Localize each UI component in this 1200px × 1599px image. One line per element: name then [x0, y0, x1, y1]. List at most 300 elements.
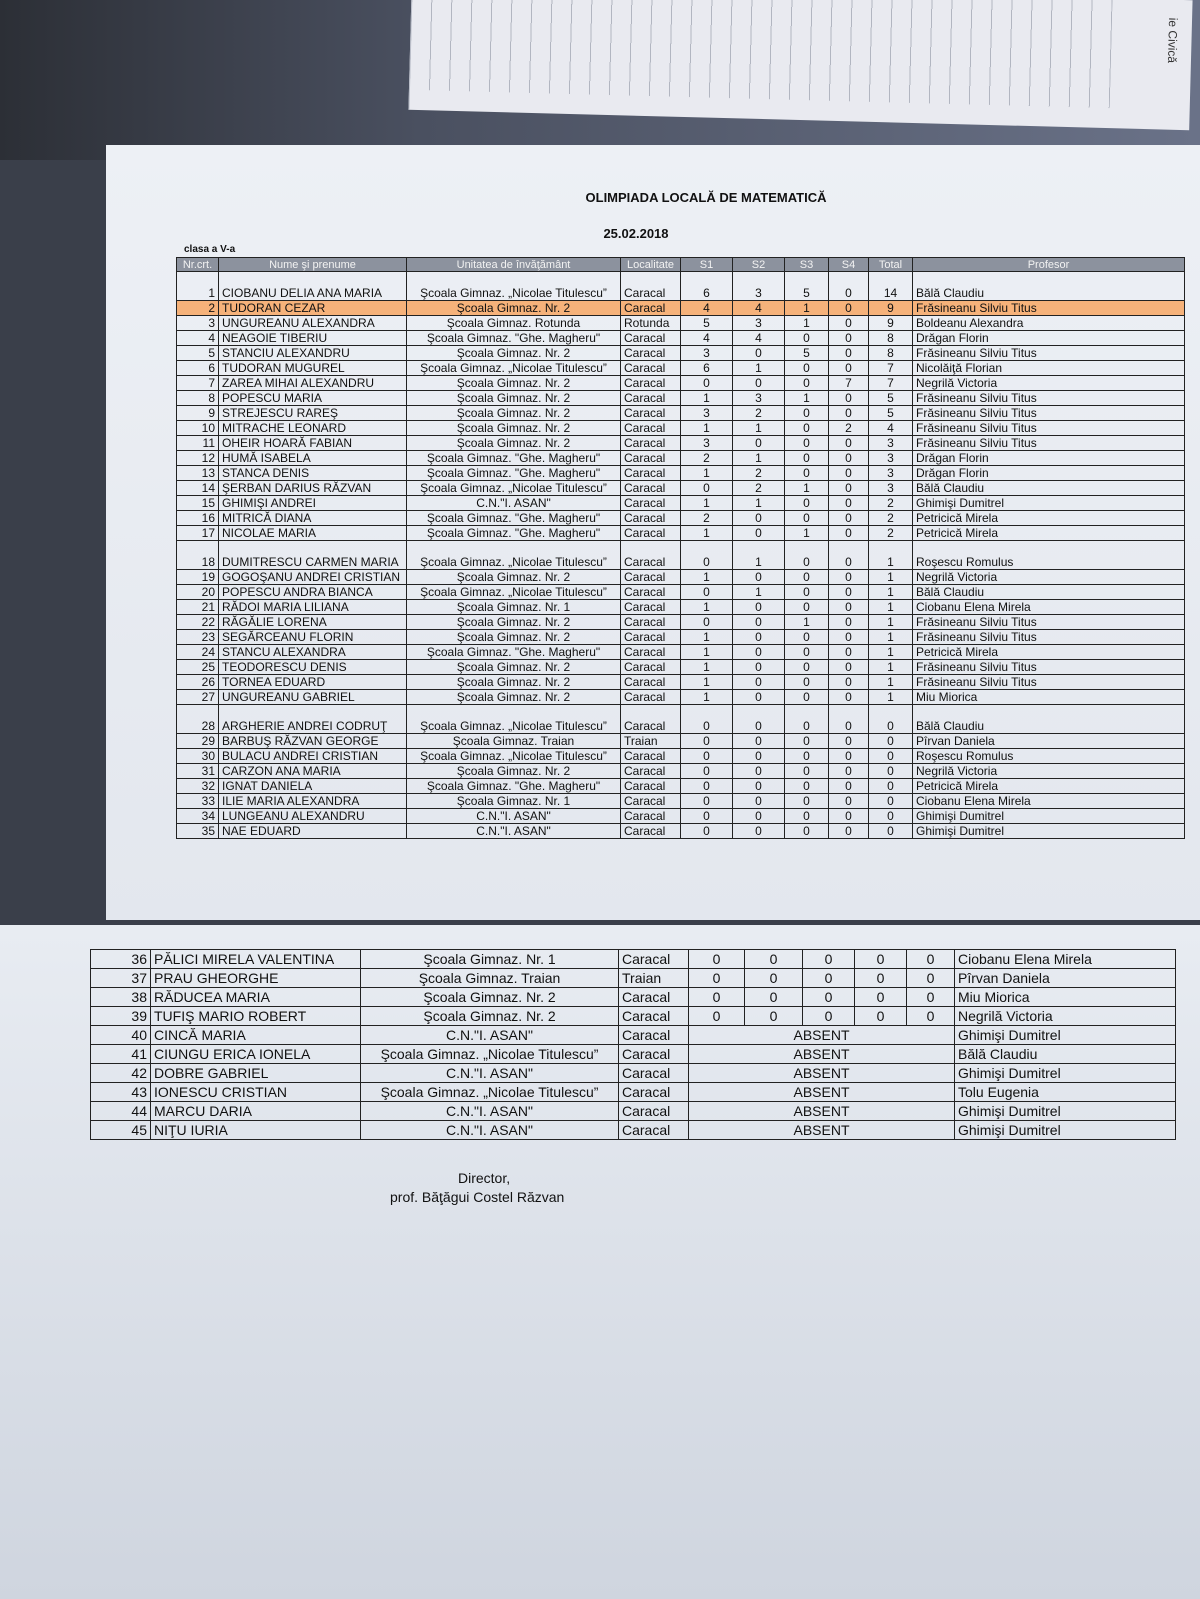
table-row — [177, 466, 1185, 481]
cell-school: Şcoala Gimnaz. "Ghe. Magheru" — [407, 645, 621, 660]
cell-s2: 3 — [733, 272, 785, 301]
cell-nr-crt: 18 — [177, 541, 219, 570]
cell-locality: Caracal — [621, 600, 681, 615]
cell-s1: 1 — [681, 391, 733, 406]
cell-teacher: Bălă Claudiu — [913, 481, 1185, 496]
cell-s1: 1 — [681, 421, 733, 436]
cell-teacher: Bălă Claudiu — [913, 585, 1185, 600]
cell-s3: 0 — [785, 600, 829, 615]
cell-teacher: Frăsineanu Silviu Titus — [913, 301, 1185, 316]
cell-locality: Caracal — [621, 615, 681, 630]
cell-s2: 0 — [733, 511, 785, 526]
cell-locality: Caracal — [621, 749, 681, 764]
cell-s2: 0 — [733, 764, 785, 779]
cell-nr-crt: 11 — [177, 436, 219, 451]
cell-school: Şcoala Gimnaz. "Ghe. Magheru" — [407, 451, 621, 466]
table-row — [177, 391, 1185, 406]
cell-s4: 0 — [829, 346, 869, 361]
signature-name: prof. Băţăgui Costel Răzvan — [390, 1189, 565, 1205]
cell-name: PRAU GHEORGHE — [151, 969, 361, 988]
cell-locality: Caracal — [621, 585, 681, 600]
cell-teacher: Frăsineanu Silviu Titus — [913, 391, 1185, 406]
signature-role: Director, — [458, 1170, 511, 1186]
cell-s3: 0 — [785, 824, 829, 839]
cell-s2: 4 — [733, 301, 785, 316]
cell-s3: 0 — [785, 794, 829, 809]
cell-total: 0 — [869, 734, 913, 749]
cell-teacher: Ghimişi Dumitrel — [955, 1102, 1176, 1121]
cell-s4: 0 — [829, 391, 869, 406]
cell-locality: Caracal — [619, 1102, 689, 1121]
cell-s3: 0 — [785, 705, 829, 734]
cell-school: C.N."I. ASAN" — [407, 809, 621, 824]
results-table — [176, 257, 1185, 839]
cell-teacher: Drăgan Florin — [913, 466, 1185, 481]
cell-nr-crt: 33 — [177, 794, 219, 809]
table-row — [177, 585, 1185, 600]
cell-locality: Caracal — [621, 570, 681, 585]
table-row — [177, 615, 1185, 630]
cell-nr-crt: 2 — [177, 301, 219, 316]
cell-total: 0 — [869, 824, 913, 839]
cell-s1: 1 — [681, 526, 733, 541]
cell-teacher: Ghimişi Dumitrel — [955, 1064, 1176, 1083]
cell-school: Şcoala Gimnaz. Nr. 2 — [407, 406, 621, 421]
column-header-s3: S3 — [785, 258, 829, 272]
cell-s3: 5 — [785, 272, 829, 301]
cell-s2: 0 — [745, 988, 803, 1007]
cell-locality: Caracal — [621, 346, 681, 361]
cell-s4: 0 — [829, 301, 869, 316]
cell-s1: 0 — [681, 824, 733, 839]
cell-s4: 0 — [829, 600, 869, 615]
cell-s3: 0 — [785, 690, 829, 705]
table-row — [177, 570, 1185, 585]
cell-teacher: Negrilă Victoria — [955, 1007, 1176, 1026]
cell-total: 3 — [869, 466, 913, 481]
cell-total: 0 — [869, 764, 913, 779]
table-row — [91, 969, 1176, 988]
cell-school: Şcoala Gimnaz. „Nicolae Titulescu” — [407, 361, 621, 376]
cell-name: DUMITRESCU CARMEN MARIA — [219, 541, 407, 570]
cell-locality: Caracal — [621, 675, 681, 690]
column-header-school: Unitatea de învăţământ — [407, 258, 621, 272]
cell-total: 3 — [869, 451, 913, 466]
cell-teacher: Frăsineanu Silviu Titus — [913, 630, 1185, 645]
cell-school: Şcoala Gimnaz. Nr. 2 — [407, 630, 621, 645]
cell-locality: Caracal — [619, 1064, 689, 1083]
cell-s2: 1 — [733, 541, 785, 570]
cell-name: SEGĂRCEANU FLORIN — [219, 630, 407, 645]
cell-locality: Caracal — [621, 481, 681, 496]
cell-name: POPESCU ANDRA BIANCA — [219, 585, 407, 600]
cell-school: Şcoala Gimnaz. „Nicolae Titulescu” — [361, 1045, 619, 1064]
cell-s3: 0 — [785, 436, 829, 451]
cell-locality: Traian — [621, 734, 681, 749]
cell-s2: 0 — [733, 675, 785, 690]
cell-s1: 3 — [681, 406, 733, 421]
cell-school: Şcoala Gimnaz. Traian — [407, 734, 621, 749]
cell-s3: 0 — [803, 1007, 855, 1026]
cell-s4: 0 — [829, 615, 869, 630]
cell-total: 8 — [869, 346, 913, 361]
cell-absent-status: ABSENT — [689, 1102, 955, 1121]
cell-locality: Caracal — [619, 988, 689, 1007]
cell-s1: 2 — [681, 511, 733, 526]
cell-name: BARBUŞ RĂZVAN GEORGE — [219, 734, 407, 749]
cell-nr-crt: 22 — [177, 615, 219, 630]
cell-school: Şcoala Gimnaz. „Nicolae Titulescu” — [407, 705, 621, 734]
cell-teacher: Frăsineanu Silviu Titus — [913, 406, 1185, 421]
table-row — [177, 749, 1185, 764]
cell-s2: 0 — [733, 749, 785, 764]
table-row-absent — [91, 1064, 1176, 1083]
cell-s1: 1 — [681, 466, 733, 481]
cell-school: Şcoala Gimnaz. Nr. 2 — [407, 436, 621, 451]
cell-name: TORNEA EDUARD — [219, 675, 407, 690]
cell-total: 4 — [869, 421, 913, 436]
cell-name: ZAREA MIHAI ALEXANDRU — [219, 376, 407, 391]
cell-s4: 0 — [829, 705, 869, 734]
cell-s3: 0 — [785, 585, 829, 600]
cell-teacher: Miu Miorica — [913, 690, 1185, 705]
cell-total: 0 — [907, 969, 955, 988]
cell-name: NICOLAE MARIA — [219, 526, 407, 541]
column-header-teacher: Profesor — [913, 258, 1185, 272]
cell-locality: Caracal — [621, 779, 681, 794]
cell-school: C.N."I. ASAN" — [361, 1064, 619, 1083]
table-row — [177, 331, 1185, 346]
cell-s1: 0 — [689, 950, 745, 969]
cell-name: PĂLICI MIRELA VALENTINA — [151, 950, 361, 969]
table-row — [91, 1007, 1176, 1026]
cell-s3: 1 — [785, 526, 829, 541]
cell-total: 3 — [869, 481, 913, 496]
cell-s3: 0 — [785, 421, 829, 436]
cell-s4: 0 — [855, 1007, 907, 1026]
cell-name: TUDORAN MUGUREL — [219, 361, 407, 376]
column-header-name: Nume şi prenume — [219, 258, 407, 272]
cell-locality: Caracal — [621, 421, 681, 436]
cell-teacher: Petricică Mirela — [913, 511, 1185, 526]
cell-locality: Caracal — [621, 406, 681, 421]
table-row — [177, 406, 1185, 421]
table-row — [177, 301, 1185, 316]
table-row — [177, 809, 1185, 824]
cell-s3: 1 — [785, 391, 829, 406]
cell-s3: 1 — [785, 301, 829, 316]
cell-s1: 0 — [681, 764, 733, 779]
cell-school: Şcoala Gimnaz. Nr. 2 — [407, 690, 621, 705]
cell-locality: Caracal — [621, 764, 681, 779]
cell-locality: Caracal — [621, 660, 681, 675]
cell-teacher: Bălă Claudiu — [913, 272, 1185, 301]
cell-s2: 0 — [733, 734, 785, 749]
cell-school: Şcoala Gimnaz. Nr. 1 — [407, 794, 621, 809]
cell-school: C.N."I. ASAN" — [361, 1026, 619, 1045]
cell-nr-crt: 23 — [177, 630, 219, 645]
cell-s2: 4 — [733, 331, 785, 346]
cell-school: Şcoala Gimnaz. Nr. 2 — [407, 764, 621, 779]
cell-s4: 0 — [829, 481, 869, 496]
cell-s4: 0 — [829, 630, 869, 645]
cell-s3: 0 — [785, 541, 829, 570]
cell-s2: 1 — [733, 496, 785, 511]
cell-s1: 0 — [681, 794, 733, 809]
table-row — [177, 645, 1185, 660]
cell-s1: 0 — [689, 1007, 745, 1026]
table-row-absent — [91, 1121, 1176, 1140]
cell-s1: 0 — [681, 705, 733, 734]
cell-teacher: Negrilă Victoria — [913, 570, 1185, 585]
cell-locality: Caracal — [621, 824, 681, 839]
cell-name: MITRACHE LEONARD — [219, 421, 407, 436]
table-row — [177, 675, 1185, 690]
cell-nr-crt: 19 — [177, 570, 219, 585]
cell-name: TUFIŞ MARIO ROBERT — [151, 1007, 361, 1026]
cell-s3: 0 — [785, 376, 829, 391]
cell-s2: 0 — [745, 950, 803, 969]
cell-locality: Caracal — [621, 272, 681, 301]
table-row — [177, 824, 1185, 839]
cell-s4: 0 — [829, 645, 869, 660]
cell-s2: 0 — [733, 824, 785, 839]
cell-s1: 1 — [681, 645, 733, 660]
cell-nr-crt: 16 — [177, 511, 219, 526]
table-row — [177, 451, 1185, 466]
table-row — [177, 764, 1185, 779]
cell-teacher: Miu Miorica — [955, 988, 1176, 1007]
cell-teacher: Roşescu Romulus — [913, 541, 1185, 570]
table-row — [177, 316, 1185, 331]
results-page-2 — [0, 925, 1200, 1599]
background-sheet-label: ie Civică — [1164, 17, 1181, 64]
cell-total: 0 — [907, 1007, 955, 1026]
cell-teacher: Ghimişi Dumitrel — [913, 824, 1185, 839]
handwritten-score-grid — [410, 0, 1113, 108]
cell-s1: 4 — [681, 301, 733, 316]
cell-locality: Caracal — [621, 301, 681, 316]
cell-school: Şcoala Gimnaz. „Nicolae Titulescu” — [407, 481, 621, 496]
cell-locality: Caracal — [619, 1083, 689, 1102]
table-row — [91, 950, 1176, 969]
cell-name: CINCĂ MARIA — [151, 1026, 361, 1045]
table-row — [177, 421, 1185, 436]
cell-nr-crt: 38 — [91, 988, 151, 1007]
cell-s4: 0 — [829, 541, 869, 570]
table-row — [177, 660, 1185, 675]
cell-nr-crt: 20 — [177, 585, 219, 600]
table-row — [177, 496, 1185, 511]
cell-s4: 0 — [855, 988, 907, 1007]
cell-nr-crt: 25 — [177, 660, 219, 675]
cell-s2: 0 — [733, 436, 785, 451]
table-row — [91, 988, 1176, 1007]
cell-nr-crt: 45 — [91, 1121, 151, 1140]
cell-s1: 0 — [681, 809, 733, 824]
cell-nr-crt: 42 — [91, 1064, 151, 1083]
cell-s1: 0 — [681, 779, 733, 794]
cell-s2: 0 — [745, 969, 803, 988]
cell-teacher: Pîrvan Daniela — [913, 734, 1185, 749]
cell-absent-status: ABSENT — [689, 1083, 955, 1102]
cell-locality: Caracal — [621, 361, 681, 376]
cell-nr-crt: 35 — [177, 824, 219, 839]
cell-teacher: Petricică Mirela — [913, 779, 1185, 794]
cell-s2: 0 — [733, 376, 785, 391]
cell-total: 1 — [869, 645, 913, 660]
cell-name: LUNGEANU ALEXANDRU — [219, 809, 407, 824]
cell-school: Şcoala Gimnaz. Nr. 2 — [407, 346, 621, 361]
cell-name: MARCU DARIA — [151, 1102, 361, 1121]
cell-name: POPESCU MARIA — [219, 391, 407, 406]
cell-nr-crt: 15 — [177, 496, 219, 511]
cell-school: Şcoala Gimnaz. Nr. 2 — [361, 988, 619, 1007]
cell-name: NEAGOIE TIBERIU — [219, 331, 407, 346]
cell-s3: 0 — [785, 466, 829, 481]
table-row — [177, 600, 1185, 615]
cell-s4: 0 — [829, 496, 869, 511]
cell-name: STANCA DENIS — [219, 466, 407, 481]
cell-nr-crt: 24 — [177, 645, 219, 660]
cell-total: 1 — [869, 630, 913, 645]
cell-nr-crt: 43 — [91, 1083, 151, 1102]
cell-s1: 6 — [681, 272, 733, 301]
cell-name: RĂGĂLIE LORENA — [219, 615, 407, 630]
cell-name: ARGHERIE ANDREI CODRUŢ — [219, 705, 407, 734]
cell-nr-crt: 34 — [177, 809, 219, 824]
cell-total: 2 — [869, 496, 913, 511]
cell-s2: 3 — [733, 316, 785, 331]
cell-school: Şcoala Gimnaz. „Nicolae Titulescu” — [407, 749, 621, 764]
cell-nr-crt: 41 — [91, 1045, 151, 1064]
cell-s3: 0 — [785, 361, 829, 376]
column-header-s4: S4 — [829, 258, 869, 272]
cell-total: 0 — [907, 950, 955, 969]
cell-s4: 0 — [829, 764, 869, 779]
cell-total: 1 — [869, 541, 913, 570]
cell-name: STANCU ALEXANDRA — [219, 645, 407, 660]
cell-total: 1 — [869, 570, 913, 585]
cell-total: 9 — [869, 301, 913, 316]
cell-s2: 0 — [733, 570, 785, 585]
cell-locality: Caracal — [619, 1045, 689, 1064]
table-row — [177, 346, 1185, 361]
page-date: 25.02.2018 — [603, 226, 669, 241]
cell-s1: 1 — [681, 570, 733, 585]
cell-teacher: Bălă Claudiu — [955, 1045, 1176, 1064]
cell-school: Şcoala Gimnaz. „Nicolae Titulescu” — [407, 272, 621, 301]
cell-s4: 0 — [829, 511, 869, 526]
cell-locality: Caracal — [621, 496, 681, 511]
cell-nr-crt: 17 — [177, 526, 219, 541]
cell-teacher: Drăgan Florin — [913, 331, 1185, 346]
cell-s1: 5 — [681, 316, 733, 331]
cell-teacher: Ciobanu Elena Mirela — [913, 600, 1185, 615]
cell-school: C.N."I. ASAN" — [361, 1102, 619, 1121]
cell-name: STANCIU ALEXANDRU — [219, 346, 407, 361]
cell-nr-crt: 14 — [177, 481, 219, 496]
cell-nr-crt: 28 — [177, 705, 219, 734]
table-row — [177, 630, 1185, 645]
cell-nr-crt: 4 — [177, 331, 219, 346]
cell-name: GHIMIŞI ANDREI — [219, 496, 407, 511]
table-row — [177, 436, 1185, 451]
column-header-s2: S2 — [733, 258, 785, 272]
cell-nr-crt: 10 — [177, 421, 219, 436]
cell-s2: 3 — [733, 391, 785, 406]
cell-school: Şcoala Gimnaz. Nr. 1 — [361, 950, 619, 969]
cell-name: CIOBANU DELIA ANA MARIA — [219, 272, 407, 301]
table-row — [177, 541, 1185, 570]
table-row — [177, 779, 1185, 794]
cell-teacher: Tolu Eugenia — [955, 1083, 1176, 1102]
cell-locality: Caracal — [621, 809, 681, 824]
cell-s1: 1 — [681, 630, 733, 645]
cell-s1: 3 — [681, 436, 733, 451]
cell-locality: Caracal — [621, 645, 681, 660]
cell-absent-status: ABSENT — [689, 1064, 955, 1083]
cell-s3: 0 — [785, 645, 829, 660]
cell-s3: 0 — [785, 511, 829, 526]
cell-name: UNGUREANU ALEXANDRA — [219, 316, 407, 331]
cell-name: TUDORAN CEZAR — [219, 301, 407, 316]
cell-s3: 1 — [785, 481, 829, 496]
cell-teacher: Negrilă Victoria — [913, 376, 1185, 391]
cell-s4: 0 — [829, 436, 869, 451]
cell-locality: Caracal — [621, 391, 681, 406]
cell-total: 5 — [869, 406, 913, 421]
cell-nr-crt: 40 — [91, 1026, 151, 1045]
table-row — [177, 734, 1185, 749]
cell-nr-crt: 32 — [177, 779, 219, 794]
cell-nr-crt: 27 — [177, 690, 219, 705]
cell-nr-crt: 12 — [177, 451, 219, 466]
cell-nr-crt: 36 — [91, 950, 151, 969]
cell-total: 2 — [869, 526, 913, 541]
cell-total: 1 — [869, 690, 913, 705]
cell-teacher: Frăsineanu Silviu Titus — [913, 615, 1185, 630]
cell-name: CARZON ANA MARIA — [219, 764, 407, 779]
cell-school: Şcoala Gimnaz. "Ghe. Magheru" — [407, 511, 621, 526]
cell-nr-crt: 30 — [177, 749, 219, 764]
cell-s1: 6 — [681, 361, 733, 376]
cell-s3: 0 — [803, 988, 855, 1007]
cell-teacher: Boldeanu Alexandra — [913, 316, 1185, 331]
cell-teacher: Pîrvan Daniela — [955, 969, 1176, 988]
cell-s2: 0 — [733, 630, 785, 645]
grade-label: clasa a V-a — [184, 244, 236, 255]
cell-school: Şcoala Gimnaz. Rotunda — [407, 316, 621, 331]
cell-s2: 1 — [733, 585, 785, 600]
cell-name: STREJESCU RAREŞ — [219, 406, 407, 421]
cell-s4: 0 — [829, 660, 869, 675]
cell-s3: 0 — [803, 969, 855, 988]
cell-locality: Rotunda — [621, 316, 681, 331]
cell-nr-crt: 26 — [177, 675, 219, 690]
cell-s4: 0 — [829, 779, 869, 794]
cell-s3: 0 — [785, 749, 829, 764]
cell-school: C.N."I. ASAN" — [407, 824, 621, 839]
cell-teacher: Ghimişi Dumitrel — [913, 809, 1185, 824]
cell-s4: 0 — [829, 451, 869, 466]
table-header-row — [177, 258, 1185, 272]
cell-school: Şcoala Gimnaz. "Ghe. Magheru" — [407, 779, 621, 794]
cell-name: NIŢU IURIA — [151, 1121, 361, 1140]
cell-total: 1 — [869, 585, 913, 600]
cell-s3: 0 — [785, 451, 829, 466]
cell-teacher: Ciobanu Elena Mirela — [955, 950, 1176, 969]
